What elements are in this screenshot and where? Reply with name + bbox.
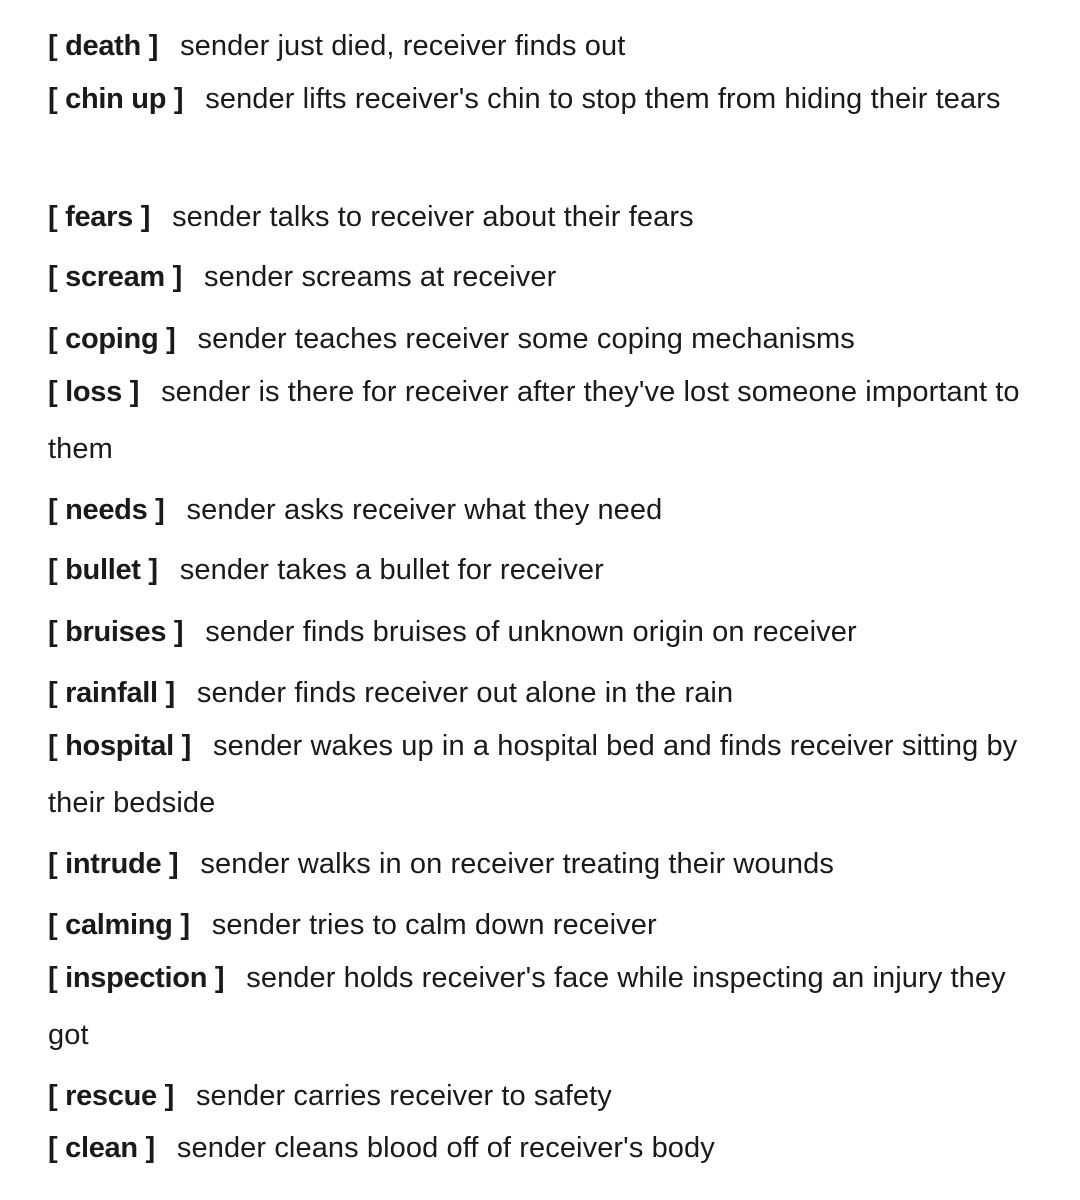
prompt-description: sender talks to receiver about their fears (172, 201, 694, 233)
prompt-description: sender cleans blood off of receiver's body (176, 1132, 715, 1164)
prompt-item (48, 18, 1038, 75)
prompt-description: sender holds receiver's face while inspecting an injury they got (48, 962, 1006, 1051)
prompt-description: sender screams at receiver (204, 261, 557, 293)
prompt-item (48, 1068, 1038, 1125)
prompt-tag: [ fears ] (48, 201, 151, 233)
prompt-tag: [ loss ] (48, 376, 140, 408)
prompt-item (48, 950, 1038, 1064)
prompt-item (48, 542, 1038, 599)
prompt-tag: [ bullet ] (48, 554, 158, 586)
prompt-description: sender wakes up in a hospital bed and finds receiver sitting by their bedside (48, 730, 1018, 819)
prompt-tag: [ inspection ] (48, 962, 225, 994)
prompt-description: sender just died, receiver finds out (180, 30, 626, 62)
prompt-tag: [ chin up ] (48, 83, 184, 115)
prompt-item (48, 1120, 1038, 1177)
prompt-tag: [ scream ] (48, 261, 183, 293)
prompt-tag: [ coping ] (48, 323, 176, 355)
prompt-item (48, 189, 1038, 246)
prompt-item (48, 665, 1038, 722)
prompt-item (48, 364, 1038, 478)
prompt-tag: [ bruises ] (48, 616, 184, 648)
prompt-description: sender carries receiver to safety (195, 1080, 612, 1112)
prompt-description: sender lifts receiver's chin to stop them from hiding their tears (205, 83, 1001, 115)
prompt-item (48, 311, 1038, 368)
prompt-description: sender finds bruises of unknown origin on receiver (205, 616, 857, 648)
prompt-description: sender takes a bullet for receiver (179, 554, 604, 586)
prompt-tag: [ hospital ] (48, 730, 192, 762)
prompt-item (48, 249, 1038, 306)
prompt-description: sender finds receiver out alone in the rain (196, 677, 734, 709)
prompt-tag: [ rainfall ] (48, 677, 175, 709)
prompt-description: sender is there for receiver after they've lost someone important to them (48, 376, 1020, 465)
prompt-tag: [ needs ] (48, 494, 165, 526)
prompt-item (48, 482, 1038, 539)
prompt-description: sender teaches receiver some coping mechanisms (197, 323, 855, 355)
prompt-tag: [ clean ] (48, 1132, 155, 1164)
prompt-tag: [ death ] (48, 30, 159, 62)
prompt-item (48, 836, 1038, 893)
prompt-description: sender walks in on receiver treating their wounds (200, 848, 834, 880)
prompt-item (48, 604, 1038, 661)
prompt-tag: [ intrude ] (48, 848, 179, 880)
prompt-tag: [ rescue ] (48, 1080, 174, 1112)
prompt-description: sender tries to calm down receiver (211, 909, 657, 941)
prompt-tag: [ calming ] (48, 909, 190, 941)
prompt-item (48, 897, 1038, 954)
prompt-item (48, 718, 1038, 832)
prompt-description: sender asks receiver what they need (186, 494, 663, 526)
prompt-item (48, 71, 1038, 128)
